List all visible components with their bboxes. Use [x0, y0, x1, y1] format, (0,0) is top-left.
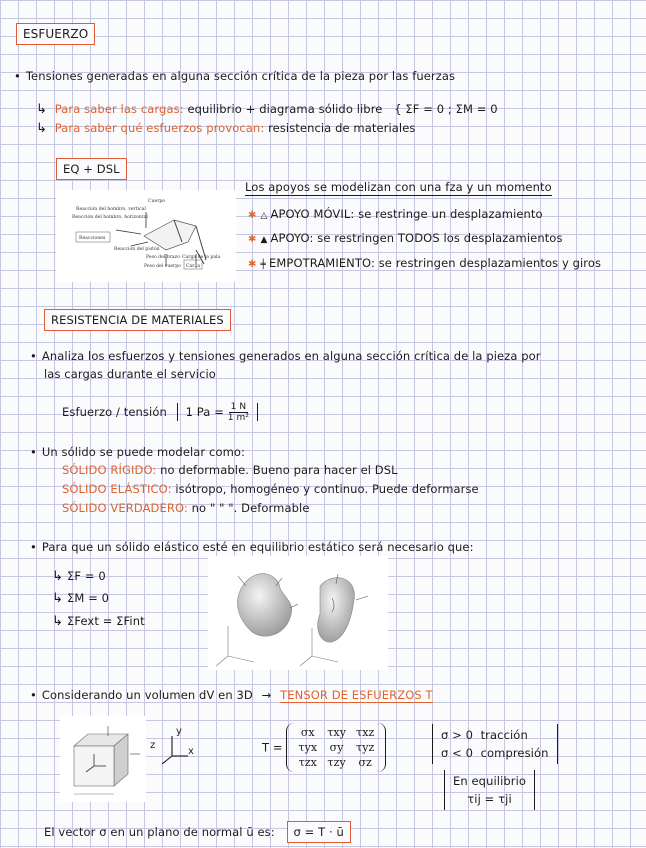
- tensor-cell: τxy: [327, 726, 347, 739]
- star-icon: ✱: [248, 259, 257, 270]
- analysis-text1: Analiza los esfuerzos y tensiones generados en alguna sección crítica de la pieza por: [41, 349, 541, 363]
- solid-intro: [30, 445, 245, 459]
- equilibrium-intro-text: Para que un sólido elástico esté en equilibrio estático será necesario que:: [41, 540, 474, 554]
- dsl-label: Reacción del pistón: [114, 247, 160, 252]
- solid-type: [62, 501, 310, 515]
- vector-formula: σ = T · ū: [287, 821, 351, 843]
- equilibrium-condition: [52, 569, 106, 584]
- dsl-label: Reacciones: [79, 236, 106, 241]
- branch-stress: [36, 121, 415, 136]
- dsl-label: Reacción del hombro, vertical: [76, 207, 146, 212]
- stress-unit-fraction: [228, 402, 249, 423]
- dsl-label: Peso del cuerpo: [144, 264, 181, 269]
- sign-note: [441, 726, 549, 744]
- branch-arrow-icon: ↳: [52, 591, 63, 606]
- tensor-cell: σx: [300, 726, 315, 739]
- dsl-label: Reacción del hombro, horizontal: [72, 215, 148, 220]
- branch-arrow-icon: ↳: [52, 569, 63, 584]
- branch-stress-orange: Para saber qué esfuerzos provocan:: [54, 121, 265, 135]
- axis-y-label: y: [176, 726, 183, 737]
- bullet-icon: •: [30, 540, 37, 554]
- tensor-cell: τyz: [356, 741, 375, 754]
- sign-meaning: tracción: [480, 728, 528, 742]
- section-title-resistencia: RESISTENCIA DE MATERIALES: [44, 309, 231, 331]
- volume-line: [30, 688, 433, 702]
- condition-text: ΣFext = ΣFint: [67, 614, 145, 628]
- tensor-cell: τzy: [327, 756, 346, 769]
- dsl-arm-diagram: [56, 190, 236, 282]
- arrow-right-icon: →: [261, 688, 272, 702]
- solid-type-desc: no " " ". Deformable: [191, 501, 310, 515]
- vector-line-text: El vector σ en un plano de normal ū es:: [44, 825, 275, 839]
- support-name: APOYO: [270, 231, 310, 245]
- tensor-row: [293, 725, 379, 740]
- analysis-line1: [30, 349, 541, 363]
- solid-type: [62, 482, 479, 496]
- equilibrium-condition: [52, 591, 109, 606]
- solid-type-name: SÓLIDO RÍGIDO:: [62, 463, 157, 477]
- dsl-label: Cuerpo: [148, 199, 166, 204]
- branch-loads: [36, 102, 498, 117]
- tensor-cell: τxz: [356, 726, 375, 739]
- cube-figure: [60, 716, 146, 802]
- intro-line: [14, 69, 455, 83]
- stress-unit-lhs: 1 Pa =: [185, 405, 224, 419]
- pin-support-icon: ▲: [260, 235, 268, 245]
- branch-loads-black: equilibrio + diagrama sólido libre: [187, 102, 383, 116]
- bullet-icon: •: [30, 688, 37, 702]
- tensor-row: [293, 740, 379, 755]
- branch-arrow-icon: ↳: [36, 102, 47, 117]
- support-desc: : se restringen desplazamientos y giros: [370, 256, 602, 270]
- tensor-row: [293, 755, 379, 770]
- vector-line: [44, 825, 351, 839]
- axis-x-label: x: [188, 746, 195, 757]
- stress-unit-num: 1 N: [230, 402, 247, 412]
- bullet-icon: •: [30, 445, 37, 459]
- equilibrium-intro: [30, 540, 474, 554]
- branch-arrow-icon: ↳: [52, 614, 63, 629]
- branch-loads-equations: { ΣF = 0 ; ΣM = 0: [394, 102, 498, 116]
- support-name: APOYO MÓVIL: [270, 207, 351, 221]
- equilibrium-note-eq: τij = τji: [467, 792, 512, 806]
- dsl-label: Carga de la pala: [182, 255, 221, 260]
- solid-type-name: SÓLIDO ELÁSTICO:: [62, 482, 172, 496]
- solid-type-desc: isótropo, homogéneo y continuo. Puede deformarse: [175, 482, 479, 496]
- solid-type: [62, 463, 398, 477]
- axis-z-label: z: [150, 740, 156, 751]
- stress-unit-label: Esfuerzo / tensión: [62, 405, 167, 419]
- support-item: [248, 207, 543, 221]
- branch-arrow-icon: ↳: [36, 121, 47, 136]
- volume-line-suffix: TENSOR DE ESFUERZOS T: [280, 688, 433, 702]
- stress-cube-diagram: [60, 716, 146, 802]
- bullet-icon: •: [14, 69, 21, 83]
- condition-text: ΣM = 0: [67, 591, 110, 605]
- tensor-bracket: [286, 723, 386, 772]
- support-desc: : se restringe un desplazamiento: [350, 207, 543, 221]
- stress-unit-bracket: [177, 403, 258, 421]
- support-item: [248, 231, 563, 245]
- dsl-label: Peso del brazo: [146, 255, 180, 260]
- dsl-figure: [56, 190, 236, 282]
- support-name: EMPOTRAMIENTO: [269, 256, 371, 270]
- axes-diagram: [150, 726, 195, 770]
- fixed-support-icon: ╪: [260, 260, 267, 270]
- dsl-label: Carga: [186, 264, 201, 269]
- sign-notes: [432, 724, 558, 764]
- solid-type-desc: no deformable. Bueno para hacer el DSL: [160, 463, 398, 477]
- sign-meaning: compresión: [480, 746, 549, 760]
- eq-dsl-box: EQ + DSL: [56, 158, 127, 180]
- volume-line-prefix: Considerando un volumen dV en 3D: [41, 688, 253, 702]
- analysis-line2: las cargas durante el servicio: [44, 367, 216, 381]
- page-title: ESFUERZO: [16, 23, 95, 45]
- equilibrium-condition: [52, 614, 145, 629]
- elastic-body-figure: [208, 556, 388, 670]
- stress-unit-den: 1 m²: [227, 413, 250, 423]
- tensor-matrix: [262, 723, 386, 772]
- tensor-cell: σy: [329, 741, 344, 754]
- star-icon: ✱: [248, 210, 257, 221]
- bullet-icon: •: [30, 349, 37, 363]
- supports-heading: Los apoyos se modelizan con una fza y un momento: [245, 180, 552, 194]
- equilibrium-note: [444, 770, 535, 810]
- star-icon: ✱: [248, 234, 257, 245]
- support-desc: : se restringen TODOS los desplazamientos: [309, 231, 563, 245]
- branch-stress-black: resistencia de materiales: [268, 121, 416, 135]
- stress-unit: [62, 402, 258, 423]
- sign-note: [441, 744, 549, 762]
- tensor-lhs: T =: [262, 740, 283, 755]
- sign-cond: σ < 0: [441, 746, 474, 760]
- intro-text: Tensiones generadas en alguna sección crítica de la pieza por las fuerzas: [25, 69, 456, 83]
- roller-support-icon: △: [260, 211, 268, 221]
- tensor-cell: σz: [358, 756, 372, 769]
- tensor-cell: τyx: [298, 741, 318, 754]
- solid-intro-text: Un sólido se puede modelar como:: [41, 445, 245, 459]
- tensor-table: [293, 725, 379, 770]
- condition-text: ΣF = 0: [67, 569, 106, 583]
- solid-type-name: SÓLIDO VERDADERO:: [62, 501, 188, 515]
- equilibrium-note-label: En equilibrio: [453, 774, 527, 788]
- tensor-cell: τzx: [298, 756, 317, 769]
- support-item: [248, 256, 601, 270]
- elastic-body-diagram: [208, 556, 388, 670]
- sign-cond: σ > 0: [441, 728, 474, 742]
- branch-loads-orange: Para saber las cargas:: [54, 102, 184, 116]
